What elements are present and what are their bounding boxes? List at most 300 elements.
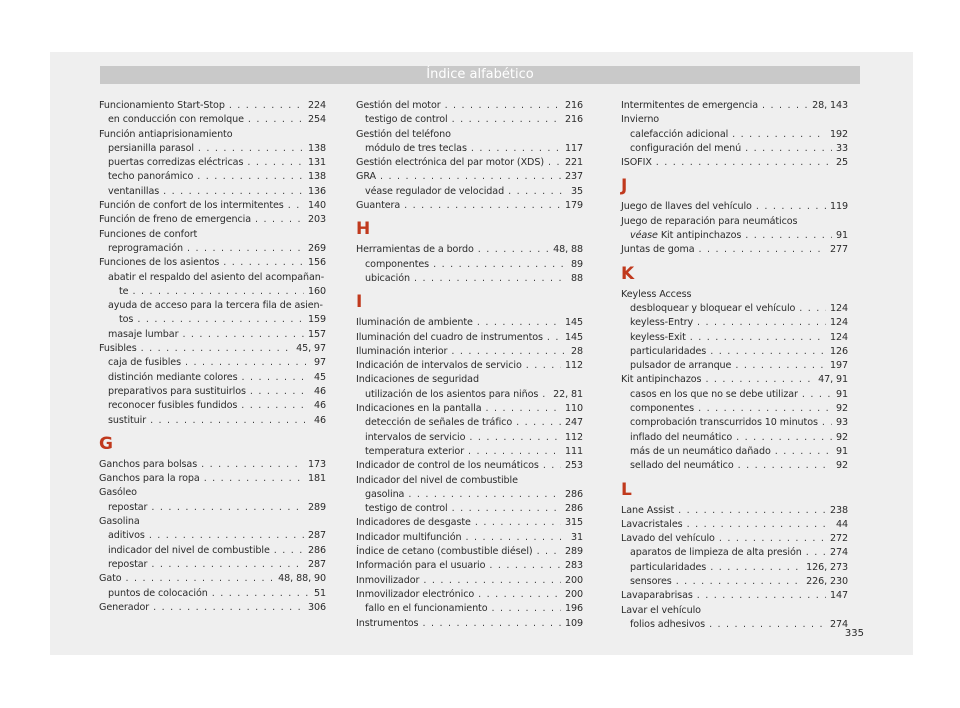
section-title: Índice alfabético [426,67,534,82]
entry-term: testigo de control [365,114,448,126]
index-subentry [621,229,848,243]
page-reference: 124 [829,317,848,329]
index-subentry [99,242,326,256]
dot-leader [705,373,814,387]
page-reference: 92 [835,431,848,443]
entry-term: caja de fusibles [108,357,181,369]
page-reference: 306 [307,601,326,613]
dot-leader [547,331,561,345]
dot-leader [732,128,826,142]
dot-leader [149,529,304,543]
page-reference: 28 [570,345,583,357]
dot-leader [806,546,826,560]
page-reference: 272 [829,533,848,545]
dot-leader [678,504,826,518]
index-entry [621,113,848,127]
page-reference: 33 [835,142,848,154]
dot-leader [185,356,310,370]
index-entry [356,402,583,416]
index-subentry [621,388,848,402]
entry-term: persianilla parasol [108,142,194,154]
index-entry [621,99,848,113]
entry-term: desbloquear y bloquear el vehículo [630,302,796,314]
index-subentry [99,142,326,156]
index-subentry [99,156,326,170]
page-reference: 173 [307,458,326,470]
entry-term: Herramientas de a bordo [356,244,474,256]
entry-term: Juego de reparación para neumáticos [621,215,798,227]
dot-leader [163,185,304,199]
entry-term: folios adhesivos [630,618,706,630]
page-reference: 160 [307,285,326,297]
page-reference: 289 [564,546,583,558]
dot-leader [288,199,304,213]
page-reference: 181 [307,473,326,485]
index-entry [356,516,583,530]
index-subentry [356,488,583,502]
entry-term: Iluminación de ambiente [356,317,473,329]
entry-term: calefacción adicional [630,128,729,140]
page-reference: 283 [564,560,583,572]
page-reference: 196 [564,603,583,615]
page-reference: 45 [313,371,326,383]
dot-leader [468,445,561,459]
index-subentry [621,546,848,560]
entry-term: particularidades [630,561,707,573]
entry-term: configuración del menú [630,142,742,154]
index-entry [99,213,326,227]
dot-leader [478,243,549,257]
dot-leader [756,200,826,214]
entry-term: te [119,285,129,297]
index-entry [621,518,848,532]
entry-term: aparatos de limpieza de alta presión [630,547,802,559]
entry-term: Función antiaprisionamiento [99,128,233,140]
page-reference: 145 [564,331,583,343]
page-reference: 221 [564,157,583,169]
entry-term: utilización de los asientos para niños [365,388,539,400]
entry-term: Invierno [621,114,660,126]
dot-leader [229,99,304,113]
index-subentry [621,316,848,330]
index-entry [99,228,326,242]
entry-term: preparativos para sustituirlos [108,385,246,397]
entry-term: sustituir [108,414,147,426]
entry-term: Función de confort de los intermitentes [99,200,284,212]
entry-term: Generador [99,601,150,613]
entry-term: Gestión electrónica del par motor (XDS) [356,157,544,169]
dot-leader [486,402,561,416]
index-entry [356,170,583,184]
index-entry [99,572,326,586]
dot-leader [241,399,310,413]
entry-term: Indicación de intervalos de servicio [356,360,522,372]
page-reference: 91 [835,230,848,242]
index-entry [621,215,848,229]
page-reference: 109 [564,617,583,629]
page-reference: 179 [564,200,583,212]
index-subentry [99,501,326,515]
index-entry [356,459,583,473]
page-reference: 88 [570,272,583,284]
dot-leader [478,588,561,602]
entry-term: Indicaciones de seguridad [356,374,479,386]
index-letter-heading: H [356,219,371,240]
page-reference: 287 [307,530,326,542]
page-reference: 289 [307,501,326,513]
dot-leader [414,272,567,286]
page-reference: 315 [564,517,583,529]
entry-term: Funciones de los asientos [99,257,220,269]
entry-term: repostar [108,501,148,513]
index-entry [621,156,848,170]
page-reference: 192 [829,128,848,140]
index-entry [356,128,583,142]
page-number: 335 [844,628,864,639]
index-subentry [99,544,326,558]
entry-term: componentes [365,258,430,270]
index-entry [99,458,326,472]
entry-term: fallo en el funcionamiento [365,603,488,615]
dot-leader [762,99,808,113]
entry-term: Gestión del motor [356,100,441,111]
entry-term: distinción mediante colores [108,371,238,383]
dot-leader [445,99,561,113]
dot-leader [710,561,802,575]
index-entry [356,359,583,373]
dot-leader [526,359,561,373]
page-reference: 254 [307,114,326,126]
dot-leader [423,574,561,588]
index-subentry [99,414,326,428]
dot-leader [548,156,561,170]
page-reference: 112 [564,431,583,443]
index-entry [356,99,583,113]
page-reference: 253 [564,460,583,472]
page-reference: 216 [564,114,583,126]
index-letter-heading: K [621,263,635,284]
index-entry [99,472,326,486]
entry-term: inflado del neumático [630,431,733,443]
page-reference: 46 [313,414,326,426]
index-subentry [356,602,583,616]
entry-term: Keyless Access [621,288,692,300]
entry-term: keyless-Entry [630,317,694,329]
entry-term: casos en los que no se debe utilizar [630,388,798,400]
entry-term: Funcionamiento Start-Stop [99,100,225,111]
index-entry [99,486,326,500]
index-entry [356,156,583,170]
entry-term: sellado del neumático [630,460,734,472]
page-reference: 111 [564,445,583,457]
entry-term: GRA [356,171,376,183]
entry-term: Inmovilizador electrónico [356,588,475,600]
page-reference: 97 [313,357,326,369]
entry-term: detección de señales de tráfico [365,417,513,429]
see-reference: véase [630,230,658,242]
index-subentry [621,331,848,345]
dot-leader [153,601,304,615]
dot-leader [537,545,561,559]
index-entry [621,532,848,546]
dot-leader [212,587,310,601]
index-entry [621,373,848,387]
entry-term: Índice de cetano (combustible diésel) [356,546,533,558]
dot-leader [475,516,561,530]
index-entry [356,243,583,257]
page-reference: 203 [307,214,326,226]
page-reference: 238 [829,504,848,516]
dot-leader [745,229,832,243]
index-subentry [99,399,326,413]
index-column-2 [356,99,583,631]
dot-leader [471,142,561,156]
index-entry [356,474,583,488]
entry-term: Indicadores de desgaste [356,517,471,529]
index-subentry [356,431,583,445]
index-entry [356,545,583,559]
entry-term: Intermitentes de emergencia [621,100,758,111]
entry-term: Instrumentos [356,617,419,629]
dot-leader [204,472,304,486]
entry-term: Iluminación del cuadro de instrumentos [356,331,543,343]
dot-leader [709,618,826,632]
page-reference: 147 [829,590,848,602]
entry-term: pulsador de arranque [630,360,732,372]
index-entry [99,99,326,113]
entry-term: puertas corredizas eléctricas [108,157,244,169]
page-reference: 247 [564,417,583,429]
page-reference: 112 [564,360,583,372]
entry-term: ubicación [365,272,410,284]
page-reference: 126 [829,345,848,357]
dot-leader [477,316,561,330]
index-subentry [621,431,848,445]
index-subentry [621,416,848,430]
index-column-1 [99,99,326,615]
entry-term: Lavaparabrisas [621,590,693,602]
entry-term: puntos de colocación [108,587,208,599]
page-reference: 126, 273 [806,561,848,573]
dot-leader [469,431,561,445]
index-entry [621,200,848,214]
index-subentry [621,359,848,373]
index-subentry [99,170,326,184]
entry-term: Indicador del nivel de combustible [356,474,518,486]
page-reference: 287 [307,558,326,570]
index-subentry [621,142,848,156]
entry-term: Indicador multifunción [356,531,462,543]
dot-leader [248,113,304,127]
entry-term: ayuda de acceso para la tercera fila de asien- [108,300,323,312]
dot-leader [775,445,832,459]
dot-leader [433,258,567,272]
index-entry [356,559,583,573]
index-subentry [621,575,848,589]
page-reference: 22, 81 [553,388,583,400]
page-reference: 200 [564,574,583,586]
dot-leader [542,388,549,402]
page-reference: 156 [307,257,326,269]
index-entry [99,601,326,615]
index-entry [99,128,326,142]
index-letter-heading: L [621,479,632,500]
dot-leader [452,502,561,516]
entry-term: aditivos [108,530,145,542]
entry-term: Ganchos para la ropa [99,473,200,485]
entry-term: Guantera [356,200,401,212]
page-reference: 91 [835,388,848,400]
dot-leader [187,242,304,256]
index-subentry [99,587,326,601]
entry-term: véase regulador de velocidad [365,185,505,197]
index-subentry [356,502,583,516]
dot-leader [198,142,304,156]
index-entry [99,342,326,356]
index-entry [356,531,583,545]
page-reference: 45, 97 [296,343,326,355]
entry-term: Lane Assist [621,504,675,516]
dot-leader [151,558,304,572]
entry-term: reconocer fusibles fundidos [108,400,238,412]
page-reference: 216 [564,100,583,111]
index-subentry [356,185,583,199]
dot-leader [255,213,304,227]
index-subentry [99,271,326,285]
index-subentry [621,618,848,632]
index-subentry [621,402,848,416]
entry-term: componentes [630,403,695,415]
entry-term: repostar [108,558,148,570]
dot-leader [508,185,567,199]
section-header [100,66,860,84]
entry-term: Indicaciones en la pantalla [356,403,482,415]
page-reference: 119 [829,201,848,213]
page-reference: 274 [829,618,848,630]
dot-leader [690,331,826,345]
dot-leader [247,156,304,170]
index-subentry [621,128,848,142]
page-reference: 274 [829,547,848,559]
page-reference: 286 [307,544,326,556]
page-reference: 93 [835,417,848,429]
page-reference: 131 [307,157,326,169]
dot-leader [719,532,826,546]
dot-leader [197,170,304,184]
index-subentry [99,371,326,385]
page-reference: 31 [570,531,583,543]
page-reference: 47, 91 [818,374,848,386]
page-reference: 91 [835,445,848,457]
page-reference: 46 [313,400,326,412]
page-reference: 48, 88 [553,244,583,256]
dot-leader [422,617,561,631]
index-subentry [99,328,326,342]
entry-term: Información para el usuario [356,560,486,572]
dot-leader [656,156,832,170]
page-reference: 145 [564,317,583,329]
entry-term: módulo de tres teclas [365,142,467,154]
entry-term [630,229,741,243]
page-reference: 92 [835,460,848,472]
entry-term: Kit antipinchazos [621,374,702,386]
dot-leader [380,170,561,184]
entry-term: Función de freno de emergencia [99,214,252,226]
entry-term: Inmovilizador [356,574,420,586]
entry-term: temperatura exterior [365,445,465,457]
entry-term: Iluminación interior [356,345,448,357]
entry-term: Indicador de control de los neumáticos [356,460,539,472]
entry-term: keyless-Exit [630,331,686,343]
entry-term: Gasóleo [99,487,137,499]
entry-term: Funciones de confort [99,228,198,240]
entry-term: comprobación transcurridos 10 minutos [630,417,818,429]
index-page [50,52,913,655]
index-entry [621,243,848,257]
page-reference: 124 [829,331,848,343]
dot-leader [699,243,826,257]
entry-term: más de un neumático dañado [630,445,771,457]
entry-term: intervalos de servicio [365,431,466,443]
entry-term: indicador del nivel de combustible [108,544,270,556]
dot-leader [735,359,826,373]
index-subentry [356,272,583,286]
dot-leader [543,459,561,473]
index-letter-heading: I [356,292,363,313]
index-entry [621,604,848,618]
entry-term: sensores [630,576,672,588]
page-reference: 138 [307,142,326,154]
dot-leader [150,414,310,428]
page-reference: 269 [307,242,326,254]
entry-term: ISOFIX [621,157,652,169]
entry-term: Lavacristales [621,518,683,530]
index-subentry [621,445,848,459]
dot-leader [141,342,292,356]
page-reference: 44 [835,518,848,530]
index-entry [621,504,848,518]
dot-leader [799,302,826,316]
index-subentry [99,385,326,399]
page-reference: 224 [307,100,326,111]
index-entry [99,199,326,213]
index-subentry [99,313,326,327]
dot-leader [802,388,832,402]
entry-term: testigo de control [365,503,448,515]
index-subentry [356,142,583,156]
page-reference: 286 [564,488,583,500]
dot-leader [201,458,304,472]
index-letter-heading: J [621,176,628,197]
page-reference: 136 [307,185,326,197]
dot-leader [452,113,561,127]
dot-leader [738,459,832,473]
dot-leader [408,488,561,502]
index-subentry [356,113,583,127]
index-subentry [99,285,326,299]
page-reference: 110 [564,403,583,415]
index-entry [356,617,583,631]
page-reference: 124 [829,302,848,314]
dot-leader [182,328,304,342]
index-subentry [99,529,326,543]
dot-leader [137,313,304,327]
index-subentry [99,299,326,313]
entry-term: Gasolina [99,516,140,528]
page-reference: 277 [829,244,848,256]
entry-term: gasolina [365,488,405,500]
dot-leader [822,416,832,430]
